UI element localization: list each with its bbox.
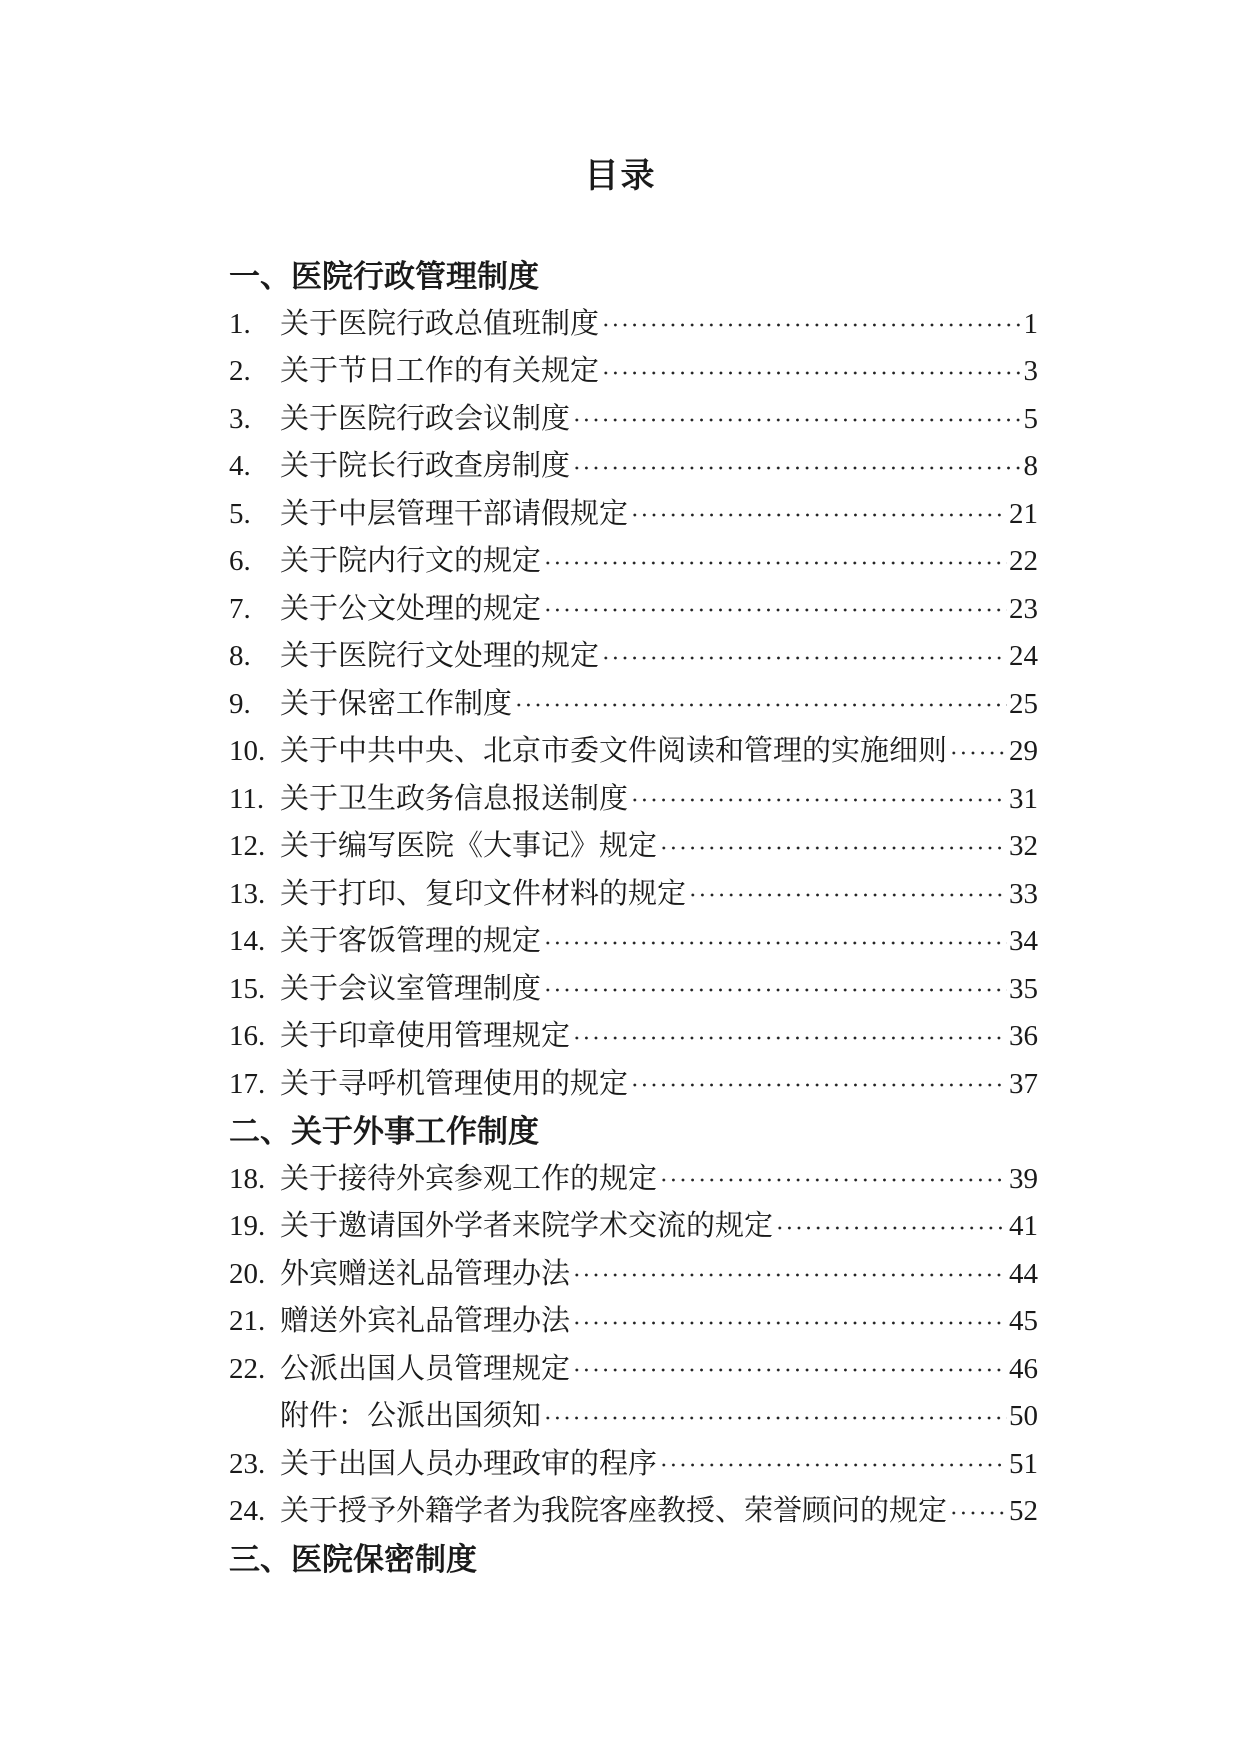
leader-dots <box>572 396 1021 444</box>
page-number: 1 <box>1023 307 1038 340</box>
entry-title: 关于中层管理干部请假规定 <box>280 497 629 530</box>
entry-number: 14. <box>229 925 266 957</box>
page-number: 34 <box>1009 925 1038 957</box>
toc-entry <box>229 1441 1038 1489</box>
entry-number: 20. <box>229 1257 266 1290</box>
section-heading <box>229 1536 1038 1584</box>
leader-dots <box>572 1013 1007 1061</box>
toc-entry <box>229 348 1038 396</box>
section-heading <box>229 1108 1038 1156</box>
toc-entry-appendix <box>229 1393 1038 1441</box>
toc-entry <box>229 1346 1038 1394</box>
entry-title: 关于打印、复印文件材料的规定 <box>280 877 687 910</box>
leader-dots <box>543 966 1007 1014</box>
entry-number: 9. <box>229 687 251 720</box>
leader-dots <box>601 348 1021 396</box>
page-number: 21 <box>1009 497 1038 530</box>
toc-entry <box>229 1156 1038 1204</box>
entry-number: 10. <box>229 735 266 767</box>
entry-number: 24. <box>229 1495 266 1527</box>
toc-entry <box>229 491 1038 539</box>
entry-number: 4. <box>229 450 251 482</box>
entry-title: 关于接待外宾参观工作的规定 <box>280 1162 658 1195</box>
entry-title: 关于客饭管理的规定 <box>280 925 542 957</box>
toc-title: 目录 <box>584 158 657 195</box>
section-heading-text: 三、医院保密制度 <box>229 1541 477 1577</box>
entry-number: 1. <box>229 307 251 340</box>
leader-dots <box>630 776 1007 824</box>
leader-dots <box>543 1393 1007 1441</box>
entry-number: 13. <box>229 877 266 910</box>
toc-entry <box>229 301 1038 349</box>
entry-title: 关于授予外籍学者为我院客座教授、荣誉顾问的规定 <box>280 1495 948 1527</box>
page-number: 45 <box>1009 1305 1038 1337</box>
toc-entry <box>229 871 1038 919</box>
entry-number: 11. <box>229 782 265 815</box>
leader-dots <box>630 1061 1007 1109</box>
toc-entry <box>229 586 1038 634</box>
leader-dots <box>572 1298 1007 1346</box>
section-heading-text: 一、医院行政管理制度 <box>229 259 539 294</box>
toc-entry <box>229 633 1038 681</box>
table-of-contents <box>229 253 1038 1583</box>
entry-title: 关于出国人员办理政审的程序 <box>280 1447 658 1480</box>
section-heading-text: 二、关于外事工作制度 <box>229 1114 539 1149</box>
toc-entry <box>229 823 1038 871</box>
entry-number: 23. <box>229 1447 266 1480</box>
entry-number: 2. <box>229 355 251 387</box>
toc-entry <box>229 1013 1038 1061</box>
toc-entry <box>229 681 1038 729</box>
entry-number: 6. <box>229 545 251 577</box>
toc-entry <box>229 1298 1038 1346</box>
leader-dots <box>659 1156 1007 1204</box>
leader-dots <box>543 538 1007 586</box>
entry-title: 关于印章使用管理规定 <box>280 1020 571 1052</box>
leader-dots <box>775 1203 1007 1251</box>
entry-title: 关于会议室管理制度 <box>280 972 542 1005</box>
entry-title: 关于中共中央、北京市委文件阅读和管理的实施细则 <box>280 735 948 767</box>
leader-dots <box>688 871 1007 919</box>
page-number: 25 <box>1009 687 1038 720</box>
page-number: 3 <box>1023 355 1038 387</box>
page-number: 52 <box>1009 1495 1038 1527</box>
leader-dots <box>572 1251 1007 1299</box>
entry-title: 关于卫生政务信息报送制度 <box>280 782 629 815</box>
toc-entry <box>229 966 1038 1014</box>
leader-dots <box>572 443 1021 491</box>
entry-number: 3. <box>229 402 251 435</box>
page-number: 5 <box>1023 402 1038 435</box>
toc-entry <box>229 1251 1038 1299</box>
leader-dots <box>543 586 1007 634</box>
page-number: 41 <box>1009 1210 1038 1242</box>
section-heading <box>229 253 1038 301</box>
page-number: 39 <box>1009 1162 1038 1195</box>
page-number: 8 <box>1023 450 1038 482</box>
page-number: 44 <box>1009 1257 1038 1290</box>
entry-title: 关于邀请国外学者来院学术交流的规定 <box>280 1210 774 1242</box>
leader-dots <box>949 1488 1007 1536</box>
entry-title: 关于医院行政会议制度 <box>280 402 571 435</box>
entry-title: 关于保密工作制度 <box>280 687 513 720</box>
toc-entry <box>229 1488 1038 1536</box>
page-number: 22 <box>1009 545 1038 577</box>
toc-entry <box>229 538 1038 586</box>
entry-number: 8. <box>229 640 251 672</box>
entry-title: 关于医院行政总值班制度 <box>280 307 600 340</box>
toc-entry <box>229 443 1038 491</box>
page-number: 23 <box>1009 592 1038 625</box>
entry-title: 外宾赠送礼品管理办法 <box>280 1257 571 1290</box>
page-number: 51 <box>1009 1447 1038 1480</box>
entry-title: 赠送外宾礼品管理办法 <box>280 1305 571 1337</box>
leader-dots <box>572 1346 1007 1394</box>
entry-title: 关于寻呼机管理使用的规定 <box>280 1067 629 1100</box>
toc-entry <box>229 1203 1038 1251</box>
page-number: 50 <box>1009 1400 1038 1432</box>
entry-title: 关于公文处理的规定 <box>280 592 542 625</box>
entry-number: 5. <box>229 497 251 530</box>
page-number: 33 <box>1009 877 1038 910</box>
entry-title: 关于节日工作的有关规定 <box>280 355 600 387</box>
page-number: 31 <box>1009 782 1038 815</box>
entry-title: 关于院长行政查房制度 <box>280 450 571 482</box>
toc-entry <box>229 1061 1038 1109</box>
toc-entry <box>229 776 1038 824</box>
page-number: 46 <box>1009 1352 1038 1385</box>
entry-number: 12. <box>229 830 266 862</box>
page-number: 37 <box>1009 1067 1038 1100</box>
entry-number: 7. <box>229 592 251 625</box>
entry-title: 关于院内行文的规定 <box>280 545 542 577</box>
page-number: 29 <box>1009 735 1038 767</box>
leader-dots <box>601 301 1021 349</box>
toc-entry <box>229 396 1038 444</box>
entry-number: 16. <box>229 1020 266 1052</box>
leader-dots <box>659 823 1007 871</box>
toc-entry <box>229 918 1038 966</box>
entry-title: 附件：公派出国须知 <box>280 1400 542 1432</box>
leader-dots <box>630 491 1007 539</box>
entry-number: 19. <box>229 1210 266 1242</box>
page-number: 35 <box>1009 972 1038 1005</box>
entry-title: 公派出国人员管理规定 <box>280 1352 571 1385</box>
entry-title: 关于编写医院《大事记》规定 <box>280 830 658 862</box>
page-number: 24 <box>1009 640 1038 672</box>
entry-number: 22. <box>229 1352 266 1385</box>
page-number: 32 <box>1009 830 1038 862</box>
entry-number: 17. <box>229 1067 266 1100</box>
leader-dots <box>601 633 1007 681</box>
entry-number: 21. <box>229 1305 266 1337</box>
toc-entry <box>229 728 1038 776</box>
page-number: 36 <box>1009 1020 1038 1052</box>
leader-dots <box>659 1441 1007 1489</box>
entry-number: 15. <box>229 972 266 1005</box>
leader-dots <box>514 681 1007 729</box>
entry-number: 18. <box>229 1162 266 1195</box>
entry-title: 关于医院行文处理的规定 <box>280 640 600 672</box>
leader-dots <box>543 918 1007 966</box>
leader-dots <box>949 728 1007 776</box>
